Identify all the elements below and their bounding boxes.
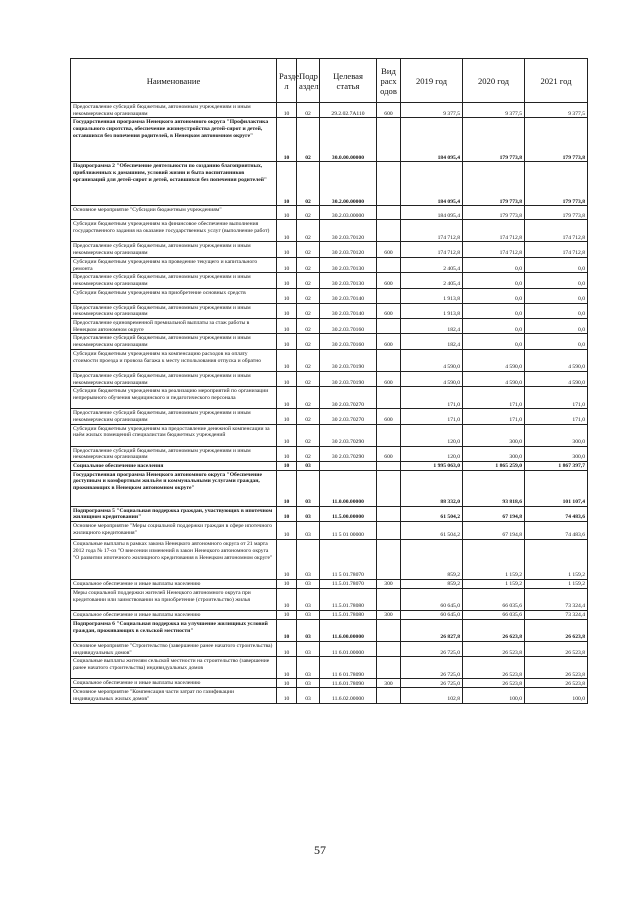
row-value-2020: 9 377,5 [463,103,525,118]
row-name: Социальное обеспечение населения [71,462,277,471]
row-name: Социальное обеспечение и иные выплаты населению [71,679,277,688]
row-podrazdel: 02 [297,206,320,220]
row-expense-type [377,462,401,471]
header-expense-type: Вид расх одов [377,59,401,103]
row-podrazdel: 02 [297,424,320,446]
header-2019: 2019 год [401,59,463,103]
row-value-2019: 182,4 [401,319,463,334]
row-value-2021: 171,0 [525,409,588,424]
row-razdel: 10 [277,611,297,620]
row-target-article: 30 2.03.70130 [320,273,377,288]
row-razdel: 10 [277,679,297,688]
row-value-2021: 179 773,8 [525,206,588,220]
row-razdel: 10 [277,540,297,580]
page-number: 57 [314,843,326,857]
row-name: Основное мероприятие "Субсидии бюджетным учреждениям" [71,206,277,220]
row-target-article: 30 2.03.70190 [320,349,377,371]
table-row [71,580,588,589]
row-value-2020: 0,0 [463,334,525,349]
row-value-2020: 4 590,0 [463,371,525,386]
row-name: Подпрограмма 5 "Социальная поддержка граждан, участвующих в ипотечном жилищном кредитовании" [71,506,277,521]
row-name: Субсидии бюджетным учреждениям на компенсацию расходов на оплату стоимости проезда и провоза багажа к месту использования отпуска и обратно [71,349,277,371]
row-expense-type [377,288,401,303]
row-value-2020: 4 590,0 [463,349,525,371]
table-row [71,303,588,318]
row-value-2020: 26 623,8 [463,619,525,641]
row-expense-type: 600 [377,273,401,288]
row-target-article: 30 2.03.70290 [320,424,377,446]
table-row [71,619,588,641]
row-razdel: 10 [277,334,297,349]
table-row [71,657,588,679]
row-razdel: 10 [277,657,297,679]
row-podrazdel: 02 [297,371,320,386]
row-target-article: 11.6.00.00000 [320,619,377,641]
row-value-2020: 1 159,2 [463,580,525,589]
row-target-article: 11 6.01.00000 [320,641,377,656]
row-name: Меры социальной поддержки жителей Ненецкого автономного округа при кредитовании или заимствовании на приобретение (строительство) жилья [71,589,277,611]
row-expense-type [377,387,401,409]
row-value-2019: 9 377,5 [401,103,463,118]
row-value-2019: 4 590,0 [401,349,463,371]
row-value-2019: 174 712,8 [401,220,463,242]
row-value-2019: 1 913,8 [401,288,463,303]
row-podrazdel: 03 [297,506,320,521]
table-row [71,462,588,471]
table-row [71,349,588,371]
table-row [71,273,588,288]
row-razdel: 10 [277,349,297,371]
row-value-2019: 182,4 [401,334,463,349]
row-expense-type: 600 [377,409,401,424]
table-row [71,319,588,334]
row-expense-type [377,118,401,162]
table-row [71,257,588,272]
row-razdel: 10 [277,242,297,257]
row-value-2021: 300,0 [525,446,588,461]
row-name: Предоставление единовременной премиальной выплаты за стаж работы в Ненецком автономном округе [71,319,277,334]
table-row [71,409,588,424]
row-razdel: 10 [277,220,297,242]
row-expense-type [377,589,401,611]
row-value-2020: 0,0 [463,319,525,334]
row-value-2020: 66 035,6 [463,589,525,611]
row-value-2020: 67 194,8 [463,506,525,521]
row-target-article: 30 2.03.70140 [320,288,377,303]
budget-table [70,58,588,704]
row-podrazdel: 02 [297,349,320,371]
row-value-2019: 26 725,0 [401,679,463,688]
row-expense-type: 600 [377,446,401,461]
table-row [71,641,588,656]
row-value-2021: 0,0 [525,319,588,334]
table-row [71,522,588,540]
row-podrazdel: 03 [297,540,320,580]
row-podrazdel: 02 [297,103,320,118]
row-target-article: 30 2.03.70120 [320,242,377,257]
table-row [71,679,588,688]
row-value-2020: 179 773,8 [463,162,525,206]
row-value-2020: 171,0 [463,409,525,424]
row-value-2021: 26 523,8 [525,641,588,656]
row-value-2019: 120,0 [401,446,463,461]
row-value-2019: 184 095,4 [401,118,463,162]
row-target-article: 11.0.00.00000 [320,470,377,506]
row-expense-type [377,470,401,506]
table-row [71,103,588,118]
row-razdel: 10 [277,589,297,611]
row-target-article: 30 2.03.70130 [320,257,377,272]
row-expense-type: 300 [377,611,401,620]
row-value-2019: 26 725,0 [401,657,463,679]
row-name: Субсидии бюджетным учреждениям на финансовое обеспечение выполнения государственного задания на оказание государственных услуг (выполнение работ) [71,220,277,242]
row-name: Государственная программа Ненецкого автономного округа "Обеспечение доступным и комфортным жильём и коммунальными услугами граждан, проживающих в Ненецком автономном округе" [71,470,277,506]
row-value-2021: 174 712,8 [525,220,588,242]
row-razdel: 10 [277,688,297,703]
row-name: Подпрограмма 6 "Социальная поддержка на улучшение жилищных условий граждан, проживающих в сельской местности" [71,619,277,641]
row-target-article: 11 5 01.78070 [320,540,377,580]
row-podrazdel: 02 [297,288,320,303]
row-name: Государственная программа Ненецкого автономного округа "Профилактика социального сиротства, обеспечение жизнеустройства детей-сирот и детей, оставшихся без попечения родителей, в Ненецком автономном округе" [71,118,277,162]
row-podrazdel: 03 [297,589,320,611]
table-row [71,118,588,162]
row-value-2019: 2 405,4 [401,257,463,272]
row-value-2020: 300,0 [463,424,525,446]
table-row [71,688,588,703]
row-value-2021: 73 324,4 [525,611,588,620]
row-value-2019: 60 645,0 [401,589,463,611]
row-expense-type [377,522,401,540]
row-expense-type [377,206,401,220]
row-name: Социальные выплаты жителям сельской местности на строительство (завершение ранее начатого строительства) индивидуальных домов [71,657,277,679]
row-value-2019: 1 995 063,0 [401,462,463,471]
row-value-2020: 0,0 [463,303,525,318]
table-row [71,506,588,521]
row-value-2021: 1 159,2 [525,540,588,580]
row-name: Основное мероприятие "Строительство (завершение ранее начатого строительства) индивидуальных домов" [71,641,277,656]
table-row [71,334,588,349]
row-target-article: 30 2.03.70160 [320,334,377,349]
row-value-2020: 26 523,8 [463,641,525,656]
row-value-2020: 66 035,6 [463,611,525,620]
row-razdel: 10 [277,303,297,318]
header-2020: 2020 год [463,59,525,103]
table-row [71,220,588,242]
header-razdel: Разде л [277,59,297,103]
row-value-2020: 93 818,6 [463,470,525,506]
header-2021: 2021 год [525,59,588,103]
row-name: Субсидии бюджетным учреждениям на проведение текущего и капитального ремонта [71,257,277,272]
row-value-2021: 300,0 [525,424,588,446]
row-razdel: 10 [277,288,297,303]
row-podrazdel: 02 [297,118,320,162]
table-row [71,446,588,461]
row-expense-type: 600 [377,334,401,349]
row-expense-type [377,657,401,679]
row-target-article: 30.0.00.00000 [320,118,377,162]
row-razdel: 10 [277,462,297,471]
row-value-2021: 4 590,0 [525,349,588,371]
row-razdel: 10 [277,470,297,506]
row-target-article: 11.5.01.78080 [320,589,377,611]
row-podrazdel: 02 [297,242,320,257]
row-value-2021: 100,0 [525,688,588,703]
row-razdel: 10 [277,409,297,424]
row-target-article: 30.2.03.70160 [320,319,377,334]
row-podrazdel: 03 [297,619,320,641]
row-podrazdel: 02 [297,162,320,206]
header-name: Наименование [71,59,277,103]
row-value-2020: 100,0 [463,688,525,703]
row-razdel: 10 [277,580,297,589]
row-target-article: 30 2.03.70190 [320,371,377,386]
row-value-2020: 174 712,8 [463,242,525,257]
row-value-2019: 171,0 [401,387,463,409]
row-value-2020: 0,0 [463,288,525,303]
row-expense-type [377,349,401,371]
row-podrazdel: 02 [297,257,320,272]
row-value-2019: 26 725,0 [401,641,463,656]
row-expense-type: 300 [377,679,401,688]
row-expense-type: 600 [377,303,401,318]
row-target-article: 30 2.03.70120 [320,220,377,242]
row-razdel: 10 [277,273,297,288]
row-name: Субсидии бюджетным учреждениям на предоставление денежной компенсации за наём жилых помещений специалистам бюджетных учреждений [71,424,277,446]
row-name: Предоставление субсидий бюджетным, автономным учреждениям и иным некоммерческим организациям [71,303,277,318]
row-name: Подпрограмма 2 "Обеспечение деятельности по созданию благоприятных, приближенных к домашним, условий жизни и быта воспитанников организаций для детей-сирот и детей, оставшихся без попечения родителей" [71,162,277,206]
row-podrazdel: 03 [297,470,320,506]
row-name: Предоставление субсидий бюджетным, автономным учреждениям и иным некоммерческим организациям [71,371,277,386]
row-razdel: 10 [277,371,297,386]
row-value-2021: 179 773,8 [525,118,588,162]
row-value-2019: 859,2 [401,540,463,580]
row-name: Основное мероприятие "Компенсация части затрат по газификации индивидуальных жилых домов" [71,688,277,703]
budget-table-sheet [70,58,587,704]
row-expense-type [377,506,401,521]
row-podrazdel: 02 [297,273,320,288]
row-podrazdel: 03 [297,462,320,471]
row-value-2021: 9 377,5 [525,103,588,118]
row-razdel: 10 [277,162,297,206]
row-value-2021: 0,0 [525,288,588,303]
row-podrazdel: 03 [297,688,320,703]
row-name: Социальные выплаты в рамках закона Ненецкого автономного округа от 21 марта 2012 года № 17-оз "О внесении изменений в закон Ненецкого автономного округа "О развитии ипотечного жилищного кредитования в Ненецком автономном округе" [71,540,277,580]
row-name: Предоставление субсидий бюджетным, автономным учреждениям и иным некоммерческим организациям [71,273,277,288]
row-expense-type [377,424,401,446]
row-target-article: 30 2.03.70140 [320,303,377,318]
row-name: Основное мероприятие "Меры социальной поддержки граждан в сфере ипотечного жилищного кредитования" [71,522,277,540]
row-value-2021: 4 590,0 [525,371,588,386]
row-podrazdel: 03 [297,641,320,656]
row-target-article: 11.5.01.78080 [320,611,377,620]
row-value-2021: 101 107,4 [525,470,588,506]
row-value-2019: 26 827,8 [401,619,463,641]
row-podrazdel: 02 [297,334,320,349]
row-value-2020: 1 865 259,0 [463,462,525,471]
table-row [71,424,588,446]
row-podrazdel: 02 [297,387,320,409]
row-name: Социальное обеспечение и иные выплаты населению [71,611,277,620]
row-target-article: 11.5.01.78070 [320,580,377,589]
row-name: Социальное обеспечение и иные выплаты населению [71,580,277,589]
row-value-2019: 174 712,8 [401,242,463,257]
row-name: Предоставление субсидий бюджетным, автономным учреждениям и иным некоммерческим организациям [71,446,277,461]
row-razdel: 10 [277,506,297,521]
row-expense-type [377,688,401,703]
row-name: Предоставление субсидий бюджетным, автономным учреждениям и иным некоммерческим организациям [71,103,277,118]
row-podrazdel: 02 [297,220,320,242]
row-podrazdel: 03 [297,580,320,589]
row-value-2021: 174 712,8 [525,242,588,257]
row-podrazdel: 02 [297,319,320,334]
row-podrazdel: 02 [297,303,320,318]
row-podrazdel: 03 [297,679,320,688]
row-value-2021: 26 623,8 [525,619,588,641]
row-value-2019: 61 504,2 [401,506,463,521]
row-target-article: 30.2.00.00000 [320,162,377,206]
row-razdel: 10 [277,103,297,118]
row-value-2021: 0,0 [525,273,588,288]
row-target-article: 29.2.02.7А110 [320,103,377,118]
row-value-2021: 1 867 397,7 [525,462,588,471]
row-name: Предоставление субсидий бюджетным, автономным учреждениям и иным некоммерческим организациям [71,242,277,257]
row-target-article: 30 2.03.70270 [320,409,377,424]
row-target-article: 11 5 01 00000 [320,522,377,540]
row-expense-type [377,540,401,580]
row-target-article [320,462,377,471]
row-podrazdel: 02 [297,446,320,461]
header-podrazdel: Подр аздел [297,59,320,103]
row-expense-type [377,220,401,242]
row-razdel: 10 [277,424,297,446]
row-value-2021: 1 159,2 [525,580,588,589]
row-value-2020: 171,0 [463,387,525,409]
row-target-article: 30 2.03.70290 [320,446,377,461]
row-expense-type: 600 [377,371,401,386]
row-podrazdel: 02 [297,409,320,424]
table-row [71,288,588,303]
row-value-2019: 61 504,2 [401,522,463,540]
row-value-2020: 174 712,8 [463,220,525,242]
row-name: Субсидии бюджетным учреждениям на приобретение основных средств [71,288,277,303]
table-row [71,470,588,506]
row-value-2021: 74 483,6 [525,522,588,540]
row-value-2020: 0,0 [463,257,525,272]
row-razdel: 10 [277,446,297,461]
row-expense-type [377,619,401,641]
table-header-row [71,59,588,103]
row-expense-type [377,319,401,334]
row-target-article: 11.5.00.00000 [320,506,377,521]
row-value-2021: 73 324,4 [525,589,588,611]
row-value-2019: 102,8 [401,688,463,703]
table-row [71,242,588,257]
row-value-2020: 26 523,8 [463,679,525,688]
row-value-2020: 300,0 [463,446,525,461]
row-razdel: 10 [277,387,297,409]
table-row [71,387,588,409]
row-expense-type: 300 [377,580,401,589]
table-row [71,206,588,220]
table-row [71,611,588,620]
row-value-2020: 26 523,8 [463,657,525,679]
row-value-2021: 74 483,6 [525,506,588,521]
row-value-2019: 120,0 [401,424,463,446]
row-value-2021: 26 523,8 [525,679,588,688]
table-row [71,162,588,206]
row-value-2021: 26 523,8 [525,657,588,679]
row-expense-type [377,641,401,656]
row-value-2019: 88 332,0 [401,470,463,506]
row-razdel: 10 [277,206,297,220]
header-target-article: Целевая статья [320,59,377,103]
row-razdel: 10 [277,619,297,641]
row-value-2019: 184 095,4 [401,162,463,206]
row-target-article: 11 6 01.78090 [320,657,377,679]
row-value-2020: 179 773,8 [463,206,525,220]
row-razdel: 10 [277,641,297,656]
row-razdel: 10 [277,522,297,540]
table-row [71,589,588,611]
row-name: Предоставление субсидий бюджетным, автономным учреждениям и иным некоммерческим организациям [71,409,277,424]
row-value-2019: 4 590,0 [401,371,463,386]
row-value-2020: 1 159,2 [463,540,525,580]
row-target-article: 11.6.02.00000 [320,688,377,703]
row-expense-type: 600 [377,103,401,118]
row-value-2020: 179 773,8 [463,118,525,162]
row-value-2021: 179 773,8 [525,162,588,206]
row-expense-type: 600 [377,242,401,257]
row-value-2019: 859,2 [401,580,463,589]
row-value-2019: 171,0 [401,409,463,424]
row-value-2019: 2 405,4 [401,273,463,288]
row-razdel: 10 [277,257,297,272]
table-row [71,371,588,386]
row-value-2020: 67 194,8 [463,522,525,540]
row-podrazdel: 03 [297,657,320,679]
row-value-2019: 1 913,8 [401,303,463,318]
table-body [71,103,588,704]
row-value-2020: 0,0 [463,273,525,288]
table-row [71,540,588,580]
row-value-2021: 171,0 [525,387,588,409]
row-value-2021: 0,0 [525,257,588,272]
row-expense-type [377,162,401,206]
row-podrazdel: 03 [297,611,320,620]
row-podrazdel: 03 [297,522,320,540]
row-name: Предоставление субсидий бюджетным, автономным учреждениям и иным некоммерческим организациям [71,334,277,349]
row-value-2021: 0,0 [525,334,588,349]
row-value-2021: 0,0 [525,303,588,318]
row-value-2019: 184 095,4 [401,206,463,220]
row-name: Субсидии бюджетным учреждениям на реализацию мероприятий по организации непрерывного обучения медицинского и педагогического персонала [71,387,277,409]
row-razdel: 10 [277,118,297,162]
row-target-article: 11.6.01.78090 [320,679,377,688]
row-expense-type [377,257,401,272]
row-target-article: 30.2.03.00000 [320,206,377,220]
row-value-2019: 60 645,0 [401,611,463,620]
row-target-article: 30 2.03.70270 [320,387,377,409]
row-razdel: 10 [277,319,297,334]
